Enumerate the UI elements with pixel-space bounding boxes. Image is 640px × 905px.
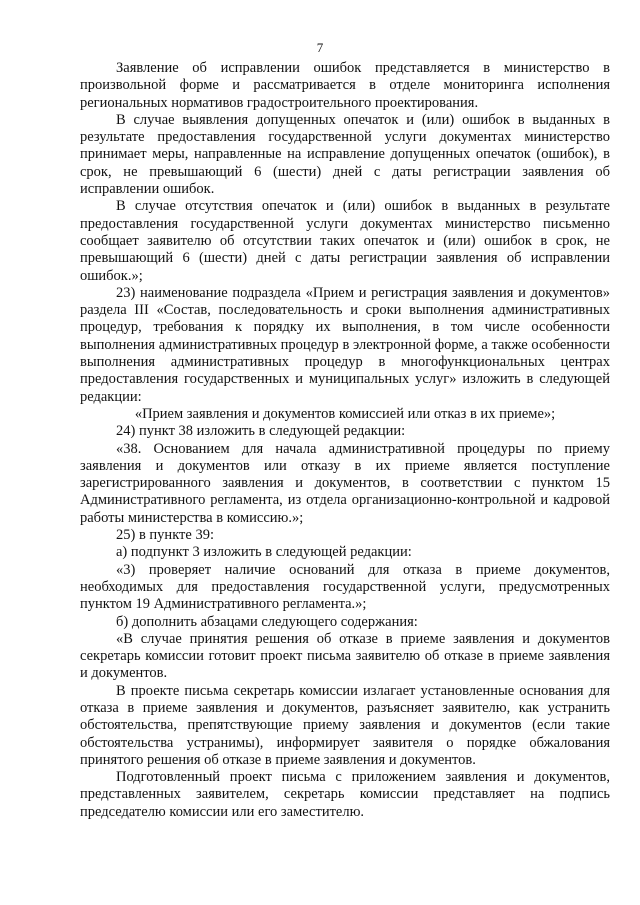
paragraph-8: 25) в пункте 39: (116, 527, 214, 544)
paragraph-3: В случае отсутствия опечаток и (или) ошибок в выданных в результате предоставления государственной услуги документах министерство письменно сообщает заявителю об отсутствии таких опечаток и (или) ошибок в срок, не превышающий 6 (шести) дней с даты регистрации заявления об исправлении ошибок.»; (80, 198, 610, 284)
paragraph-12: «В случае принятия решения об отказе в приеме заявления и документов секретарь комиссии готовит проект письма заявителю об отказе в приеме заявления и документов. (80, 630, 610, 682)
paragraph-11: б) дополнить абзацами следующего содержания: (116, 613, 418, 630)
paragraph-1: Заявление об исправлении ошибок представляется в министерство в произвольной форме и рассматривается в отделе мониторинга исполнения региональных нормативов градостроительного проектирования. (80, 60, 610, 111)
paragraph-7: «38. Основанием для начала административной процедуры по приему заявления и документов или отказу в их приеме является поступление зарегистрированного заявления и документов, в соответствии с пунктом 15 Административного регламента, из отдела организационно-контрольной и кадровой работы министерства в комиссию.»; (80, 440, 610, 526)
paragraph-14: Подготовленный проект письма с приложением заявления и документов, представленных заявителем, секретарь комиссии представляет на подпись председателю комиссии или его заместителю. (80, 769, 610, 820)
paragraph-2: В случае выявления допущенных опечаток и (или) ошибок в выданных в результате предоставления государственной услуги документах министерство принимает меры, направленные на исправление допущенных опечаток (ошибок), в срок, не превышающий 6 (шести) дней с даты регистрации заявления об исправлении ошибок. (80, 111, 610, 198)
document-body (80, 60, 610, 821)
paragraph-9: а) подпункт 3 изложить в следующей редакции: (116, 544, 412, 561)
paragraph-10: «3) проверяет наличие оснований для отказа в приеме документов, необходимых для предоставления государственной услуги, предусмотренных пунктом 19 Административного регламента.»; (80, 561, 610, 613)
paragraph-4: 23) наименование подраздела «Прием и регистрация заявления и документов» раздела III «Состав, последовательность и сроки выполнения административных процедур, требования к порядку их выполнения, в том числе особенности выполнения административных процедур в электронной форме, а также особенности выполнения административных процедур в многофункциональных центрах предоставления государственных и муниципальных услуг» изложить в следующей редакции: (80, 284, 610, 405)
page-number: 7 (316, 40, 324, 55)
subsection-title-quote: «Прием заявления и документов комиссией или отказ в их приеме»; (134, 405, 556, 422)
paragraph-13: В проекте письма секретарь комиссии излагает установленные основания для отказа в приеме заявления и документов, разъясняет заявителю, как устранить обстоятельства, препятствующие приему заявления и документов (если такие обстоятельства устранимы), информирует заявителя о порядке обжалования принятого решения об отказе в приеме заявления и документов. (80, 682, 610, 768)
paragraph-6: 24) пункт 38 изложить в следующей редакции: (116, 423, 406, 440)
